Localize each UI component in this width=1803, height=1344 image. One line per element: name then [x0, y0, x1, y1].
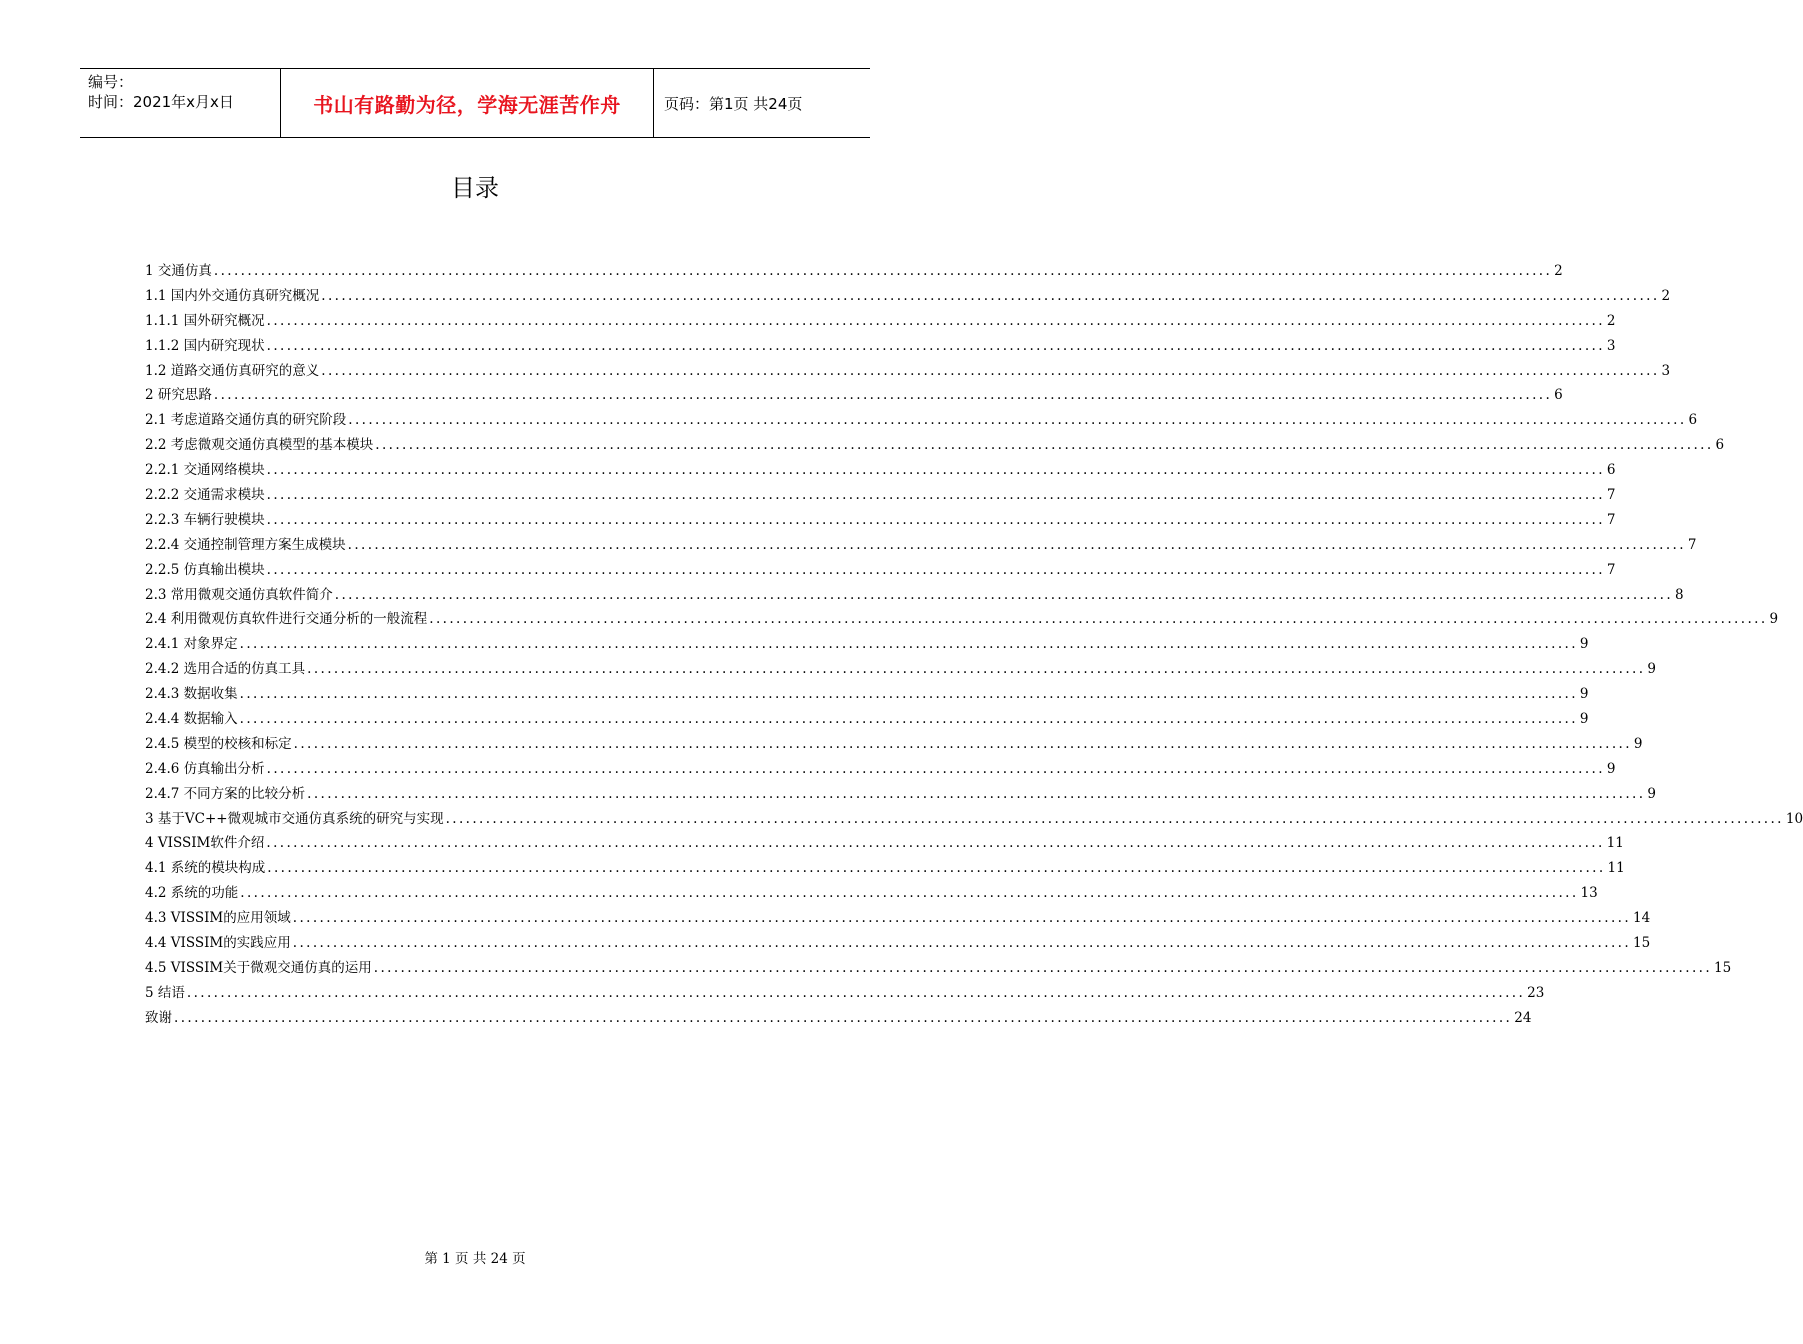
toc-entry-title: 致谢	[145, 1009, 172, 1026]
toc-leader-dots: ........................................................................................................................................................................................................	[266, 561, 1605, 578]
toc-entry-page: 2	[1661, 287, 1671, 304]
toc-entry-title: 2.4 利用微观仿真软件进行交通分析的一般流程	[145, 611, 428, 628]
toc-leader-dots: ........................................................................................................................................................................................................	[347, 536, 1686, 553]
motto-text: 书山有路勤为径，学海无涯苦作舟	[313, 92, 621, 117]
toc-entry-page: 9	[1579, 686, 1589, 703]
toc-entry[interactable]	[145, 906, 1651, 931]
toc-entry[interactable]	[145, 359, 1671, 384]
toc-leader-dots: ........................................................................................................................................................................................................	[292, 935, 1632, 952]
toc-entry-page: 7	[1606, 487, 1616, 504]
toc-entry-title: 5 结语	[145, 984, 185, 1001]
toc-leader-dots: ........................................................................................................................................................................................................	[292, 910, 1632, 927]
toc-entry[interactable]	[145, 309, 1616, 334]
toc-leader-dots: ........................................................................................................................................................................................................	[307, 661, 1646, 678]
toc-entry-page: 24	[1514, 1009, 1532, 1026]
toc-entry-title: 2.4.4 数据输入	[145, 711, 238, 728]
table-of-contents	[145, 259, 1803, 1031]
toc-entry[interactable]	[145, 831, 1624, 856]
toc-entry-page: 9	[1647, 785, 1657, 802]
toc-entry-page: 7	[1606, 561, 1616, 578]
toc-entry-title: 4 VISSIM软件介绍	[145, 835, 265, 852]
toc-entry-title: 2.4.3 数据收集	[145, 686, 238, 703]
toc-entry[interactable]	[145, 757, 1616, 782]
toc-entry-title: 1.1 国内外交通仿真研究概况	[145, 287, 320, 304]
toc-leader-dots: ........................................................................................................................................................................................................	[266, 487, 1605, 504]
toc-entry[interactable]	[145, 533, 1697, 558]
toc-leader-dots: ........................................................................................................................................................................................................	[429, 611, 1768, 628]
page-footer: 第 1 页 共 24 页	[424, 1251, 526, 1267]
toc-entry-title: 2.2 考虑微观交通仿真模型的基本模块	[145, 437, 374, 454]
toc-entry-page: 7	[1687, 536, 1697, 553]
toc-entry-title: 1 交通仿真	[145, 263, 212, 279]
toc-leader-dots: ........................................................................................................................................................................................................	[239, 686, 1578, 703]
toc-entry-page: 6	[1554, 387, 1563, 404]
toc-entry-page: 13	[1580, 885, 1598, 902]
toc-leader-dots: ........................................................................................................................................................................................................	[174, 1009, 1513, 1026]
toc-entry[interactable]	[145, 583, 1684, 608]
toc-leader-dots: ........................................................................................................................................................................................................	[445, 810, 1784, 827]
toc-entry-title: 1.1.2 国内研究现状	[145, 337, 265, 354]
toc-entry-page: 8	[1675, 586, 1684, 603]
toc-entry-title: 2.2.2 交通需求模块	[145, 487, 265, 504]
toc-entry-title: 2.2.3 车辆行驶模块	[145, 511, 265, 528]
toc-entry[interactable]	[145, 881, 1598, 906]
toc-entry-title: 2.1 考虑道路交通仿真的研究阶段	[145, 412, 347, 429]
toc-entry[interactable]	[145, 284, 1671, 309]
toc-entry[interactable]	[145, 931, 1651, 956]
toc-entry-page: 6	[1715, 437, 1725, 454]
toc-leader-dots: ........................................................................................................................................................................................................	[186, 984, 1526, 1001]
number-label: 编号：	[88, 73, 134, 91]
page-header	[80, 68, 870, 138]
toc-entry-title: 4.5 VISSIM关于微观交通仿真的运用	[145, 959, 372, 976]
toc-entry[interactable]	[145, 632, 1589, 657]
toc-entry[interactable]	[145, 259, 1563, 284]
toc-entry-page: 23	[1527, 984, 1545, 1001]
toc-entry[interactable]	[145, 981, 1545, 1006]
toc-entry-title: 2.2.5 仿真输出模块	[145, 561, 265, 578]
toc-entry[interactable]	[145, 383, 1563, 408]
toc-entry-title: 2 研究思路	[145, 387, 212, 404]
toc-entry-title: 2.4.2 选用合适的仿真工具	[145, 661, 306, 678]
toc-leader-dots: ........................................................................................................................................................................................................	[266, 462, 1605, 479]
toc-entry[interactable]	[145, 433, 1725, 458]
toc-leader-dots: ........................................................................................................................................................................................................	[213, 387, 1553, 404]
toc-entry-page: 9	[1633, 735, 1643, 752]
toc-entry-title: 2.3 常用微观交通仿真软件简介	[145, 586, 333, 603]
toc-entry-page: 2	[1554, 263, 1563, 279]
toc-entry-title: 3 基于VC++微观城市交通仿真系统的研究与实现	[145, 810, 444, 827]
toc-entry-title: 4.3 VISSIM的应用领域	[145, 910, 291, 927]
toc-entry-page: 6	[1606, 462, 1616, 479]
toc-entry[interactable]	[145, 956, 1732, 981]
header-page-info	[654, 69, 870, 137]
toc-entry[interactable]	[145, 483, 1616, 508]
toc-leader-dots: ........................................................................................................................................................................................................	[213, 263, 1553, 279]
toc-entry-title: 2.4.5 模型的校核和标定	[145, 735, 292, 752]
toc-leader-dots: ........................................................................................................................................................................................................	[267, 860, 1606, 877]
toc-entry-title: 2.4.1 对象界定	[145, 636, 238, 653]
toc-entry[interactable]	[145, 732, 1643, 757]
toc-entry-page: 9	[1606, 760, 1616, 777]
toc-entry[interactable]	[145, 458, 1616, 483]
toc-leader-dots: ........................................................................................................................................................................................................	[266, 760, 1605, 777]
toc-entry-title: 4.1 系统的模块构成	[145, 860, 266, 877]
toc-entry[interactable]	[145, 334, 1616, 359]
toc-leader-dots: ........................................................................................................................................................................................................	[307, 785, 1646, 802]
toc-entry-page: 9	[1647, 661, 1657, 678]
toc-entry-page: 10	[1785, 810, 1803, 827]
toc-entry[interactable]	[145, 508, 1616, 533]
toc-entry-title: 4.2 系统的功能	[145, 885, 239, 902]
toc-leader-dots: ........................................................................................................................................................................................................	[239, 711, 1578, 728]
toc-leader-dots: ........................................................................................................................................................................................................	[373, 959, 1713, 976]
toc-entry-page: 14	[1633, 910, 1651, 927]
toc-entry-title: 2.2.1 交通网络模块	[145, 462, 265, 479]
toc-entry-title: 2.4.7 不同方案的比较分析	[145, 785, 306, 802]
toc-entry[interactable]	[145, 558, 1616, 583]
toc-leader-dots: ........................................................................................................................................................................................................	[240, 885, 1579, 902]
toc-entry[interactable]	[145, 856, 1625, 881]
toc-entry-title: 1.1.1 国外研究概况	[145, 312, 265, 329]
toc-entry-page: 3	[1661, 362, 1671, 379]
toc-entry[interactable]	[145, 408, 1698, 433]
toc-entry-title: 2.4.6 仿真输出分析	[145, 760, 265, 777]
toc-entry-page: 15	[1714, 959, 1732, 976]
toc-entry[interactable]	[145, 657, 1657, 682]
document-title: 目录	[451, 174, 499, 202]
toc-entry-page: 7	[1606, 511, 1616, 528]
toc-leader-dots: ........................................................................................................................................................................................................	[321, 287, 1660, 304]
page-info-text: 页码：第1页 共24页	[664, 94, 803, 113]
header-meta	[80, 69, 281, 137]
toc-entry-page: 15	[1633, 935, 1651, 952]
toc-entry-title: 4.4 VISSIM的实践应用	[145, 935, 291, 952]
toc-leader-dots: ........................................................................................................................................................................................................	[266, 835, 1605, 852]
toc-entry[interactable]	[145, 807, 1803, 832]
toc-entry-page: 9	[1579, 711, 1589, 728]
toc-entry[interactable]	[145, 1006, 1532, 1031]
toc-entry-page: 6	[1688, 412, 1698, 429]
toc-leader-dots: ........................................................................................................................................................................................................	[348, 412, 1687, 429]
header-motto-cell	[281, 69, 654, 137]
toc-entry[interactable]	[145, 607, 1779, 632]
toc-entry-page: 11	[1607, 860, 1625, 877]
toc-entry-title: 2.2.4 交通控制管理方案生成模块	[145, 536, 346, 553]
toc-entry-page: 11	[1606, 835, 1624, 852]
time-label: 时间：2021年x月x日	[88, 93, 234, 111]
toc-leader-dots: ........................................................................................................................................................................................................	[293, 735, 1632, 752]
toc-leader-dots: ........................................................................................................................................................................................................	[321, 362, 1660, 379]
toc-leader-dots: ........................................................................................................................................................................................................	[266, 312, 1605, 329]
toc-entry-title: 1.2 道路交通仿真研究的意义	[145, 362, 320, 379]
toc-leader-dots: ........................................................................................................................................................................................................	[239, 636, 1578, 653]
toc-entry-page: 3	[1606, 337, 1616, 354]
toc-entry-page: 2	[1606, 312, 1616, 329]
toc-leader-dots: ........................................................................................................................................................................................................	[266, 337, 1605, 354]
toc-leader-dots: ........................................................................................................................................................................................................	[266, 511, 1605, 528]
toc-entry[interactable]	[145, 682, 1589, 707]
toc-leader-dots: ........................................................................................................................................................................................................	[375, 437, 1714, 454]
toc-leader-dots: ........................................................................................................................................................................................................	[334, 586, 1674, 603]
toc-entry[interactable]	[145, 782, 1657, 807]
toc-entry-page: 9	[1579, 636, 1589, 653]
toc-entry[interactable]	[145, 707, 1589, 732]
toc-entry-page: 9	[1769, 611, 1779, 628]
